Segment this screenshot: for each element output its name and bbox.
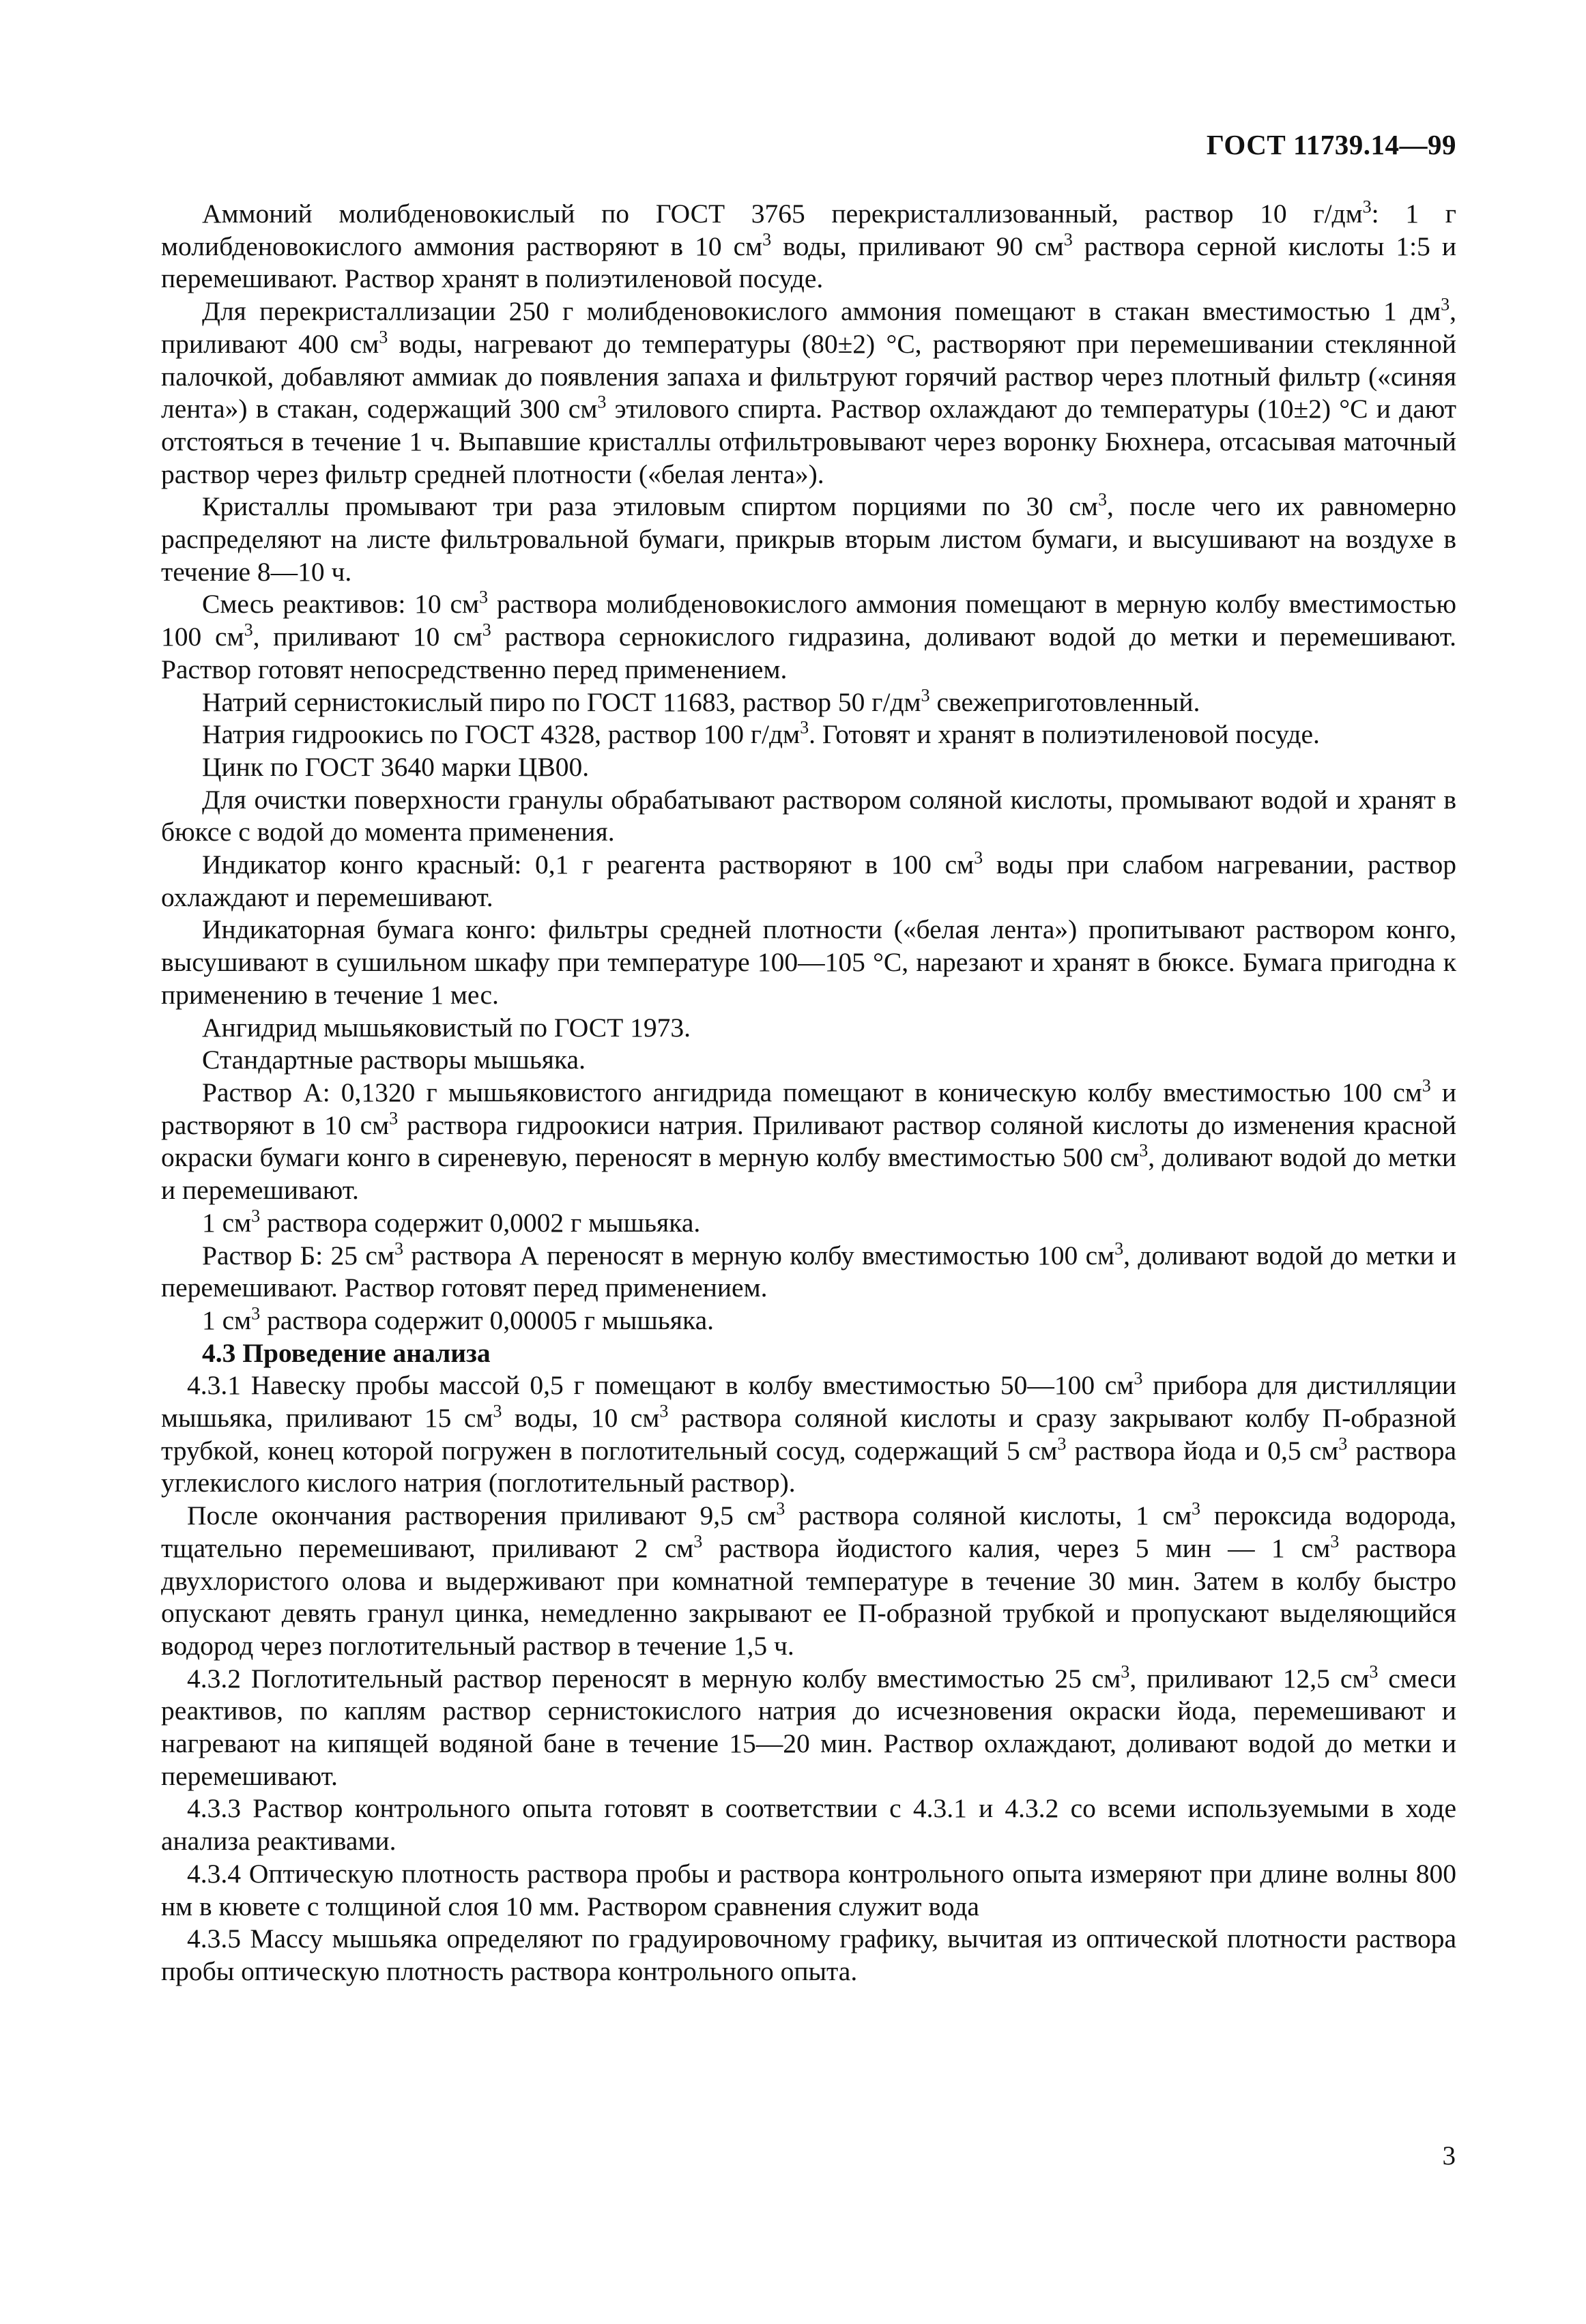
paragraph-ammonium-molybdate: Аммоний молибденовокислый по ГОСТ 3765 перекристаллизованный, раствор 10 $г/дм^3$: 1 г молибденовокислого аммония растворяют в 10 $см^3$ воды, приливают 90 $см^3$ раствора серной кислоты 1:5 и перемешивают. Раствор хранят в полиэтиленовой посуде. <box>161 197 1457 294</box>
paragraph-4-3-5: 4.3.5 Массу мышьяка определяют по градуировочному графику, вычитая из оптической плотности раствора пробы оптическую плотность раствора контрольного опыта. <box>161 1923 1456 1986</box>
paragraph-congo-red-indicator: Индикатор конго красный: 0,1 г реагента растворяют в 100 $см^3$ воды при слабом нагревании, раствор охлаждают и перемешивают. <box>161 847 1456 912</box>
paragraph-zinc: Цинк по ГОСТ 3640 марки ЦВ00. <box>202 751 590 782</box>
section-heading-analysis: 4.3 Проведение анализа <box>202 1337 491 1368</box>
paragraph-sodium-pyrosulfite: Натрий сернистокислый пиро по ГОСТ 11683, раствор 50 $г/дм^3$ свежеприготовленный. <box>202 685 1200 717</box>
paragraph-arsenous-anhydride: Ангидрид мышьяковистый по ГОСТ 1973. <box>202 1012 691 1043</box>
paragraph-4-3-1: 4.3.1 Навеску пробы массой 0,5 г помещают в колбу вместимостью 50—100 $см^3$ прибора для дистилляции мышьяка, приливают 15 $см^3$ воды, 10 $см^3$ раствора соляной кислоты и сразу закрывают колбу П-образной трубкой, конец которой погружен в поглотительный сосуд, содержащий 5 $см^3$ раствора йода и 0,5 $см^3$ раствора углекислого кислого натрия (поглотительный раствор). <box>161 1368 1457 1498</box>
paragraph-4-3-3: 4.3.3 Раствор контрольного опыта готовят в соответствии с 4.3.1 и 4.3.2 со всеми используемыми в ходе анализа реактивами. <box>161 1793 1456 1857</box>
paragraph-congo-paper: Индикаторная бумага конго: фильтры средней плотности («белая лента») пропитывают раствором конго, высушивают в сушильном шкафу при температуре 100—105 °С, нарезают и хранят в бюксе. Бумага пригодна к применению в течение 1 мес. <box>161 914 1456 1010</box>
paragraph-solution-b: Раствор Б: 25 $см^3$ раствора А переносят в мерную колбу вместимостью 100 $см^3$, доливают водой до метки и перемешивают. Раствор готовят перед применением. <box>161 1238 1456 1303</box>
paragraph-after-dissolution: После окончания растворения приливают 9,5 $см^3$ раствора соляной кислоты, 1 $см^3$ пероксида водорода, тщательно перемешивают, приливают 2 $см^3$ раствора йодистого калия, через 5 мин — 1 $см^3$ раствора двухлористого олова и выдерживают при комнатной температуре в течение 30 мин. Затем в колбу быстро опускают девять гранул цинка, немедленно закрывают ее П-образной трубкой и пропускают выделяющийся водород через поглотительный раствор в течение 1,5 ч. <box>161 1498 1456 1661</box>
paragraph-granule-cleaning: Для очистки поверхности гранулы обрабатывают раствором соляной кислоты, промывают водой и хранят в бюксе с водой до момента применения. <box>161 784 1456 847</box>
document-code-header: ГОСТ 11739.14—99 <box>1206 129 1456 160</box>
paragraph-4-3-2: 4.3.2 Поглотительный раствор переносят в мерную колбу вместимостью 25 $см^3$, приливают 12,5 $см^3$ смеси реактивов, по каплям раствор сернистокислого натрия до исчезновения окраски йода, перемешивают и нагревают на кипящей водяной бане в течение 15—20 мин. Раствор охлаждают, доливают водой до метки и перемешивают. <box>161 1661 1457 1791</box>
document-body <box>161 198 1456 1988</box>
paragraph-crystals-washing: Кристаллы промывают три раза этиловым спиртом порциями по 30 $см^3$, после чего их равномерно распределяют на листе фильтровальной бумаги, прикрыв вторым листом бумаги, и высушивают на воздухе в течение 8—10 ч. <box>161 490 1456 587</box>
page-number: 3 <box>1442 2141 1456 2170</box>
paragraph-reagent-mixture: Смесь реактивов: 10 $см^3$ раствора молибденовокислого аммония помещают в мерную колбу вместимостью 100 $см^3$, приливают 10 $см^3$ раствора сернокислого гидразина, доливают водой до метки и перемешивают. Раствор готовят непосредственно перед применением. <box>161 587 1456 684</box>
paragraph-solution-a-content: 1 $см^3$ раствора содержит 0,0002 г мышьяка. <box>202 1206 701 1238</box>
paragraph-solution-a: Раствор А: 0,1320 г мышьяковистого ангидрида помещают в коническую колбу вместимостью 100 $см^3$ и растворяют в 10 $см^3$ раствора гидроокиси натрия. Приливают раствор соляной кислоты до изменения красной окраски бумаги конго в сиреневую, переносят в мерную колбу вместимостью 500 $см^3$, доливают водой до метки и перемешивают. <box>161 1075 1456 1206</box>
paragraph-sodium-hydroxide: Натрия гидроокись по ГОСТ 4328, раствор 100 $г/дм^3$. Готовят и хранят в полиэтиленовой посуде. <box>202 717 1320 750</box>
paragraph-standard-solutions: Стандартные растворы мышьяка. <box>202 1045 586 1075</box>
paragraph-solution-b-content: 1 $см^3$ раствора содержит 0,00005 г мышьяка. <box>202 1303 714 1335</box>
paragraph-4-3-4: 4.3.4 Оптическую плотность раствора пробы и раствора контрольного опыта измеряют при длине волны 800 нм в кювете с толщиной слоя 10 мм. Раствором сравнения служит вода <box>161 1858 1456 1921</box>
paragraph-recrystallization: Для перекристаллизации 250 г молибденовокислого аммония помещают в стакан вместимостью 1 $дм^3$, приливают 400 $см^3$ воды, нагревают до температуры (80±2) °С, растворяют при перемешивании стеклянной палочкой, добавляют аммиак до появления запаха и фильтруют горячий раствор через плотный фильтр («синяя лента») в стакан, содержащий 300 $см^3$ этилового спирта. Раствор охлаждают до температуры (10±2) °С и дают отстояться в течение 1 ч. Выпавшие кристаллы отфильтровывают через воронку Бюхнера, отсасывая маточный раствор через фильтр средней плотности («белая лента»). <box>161 294 1456 489</box>
